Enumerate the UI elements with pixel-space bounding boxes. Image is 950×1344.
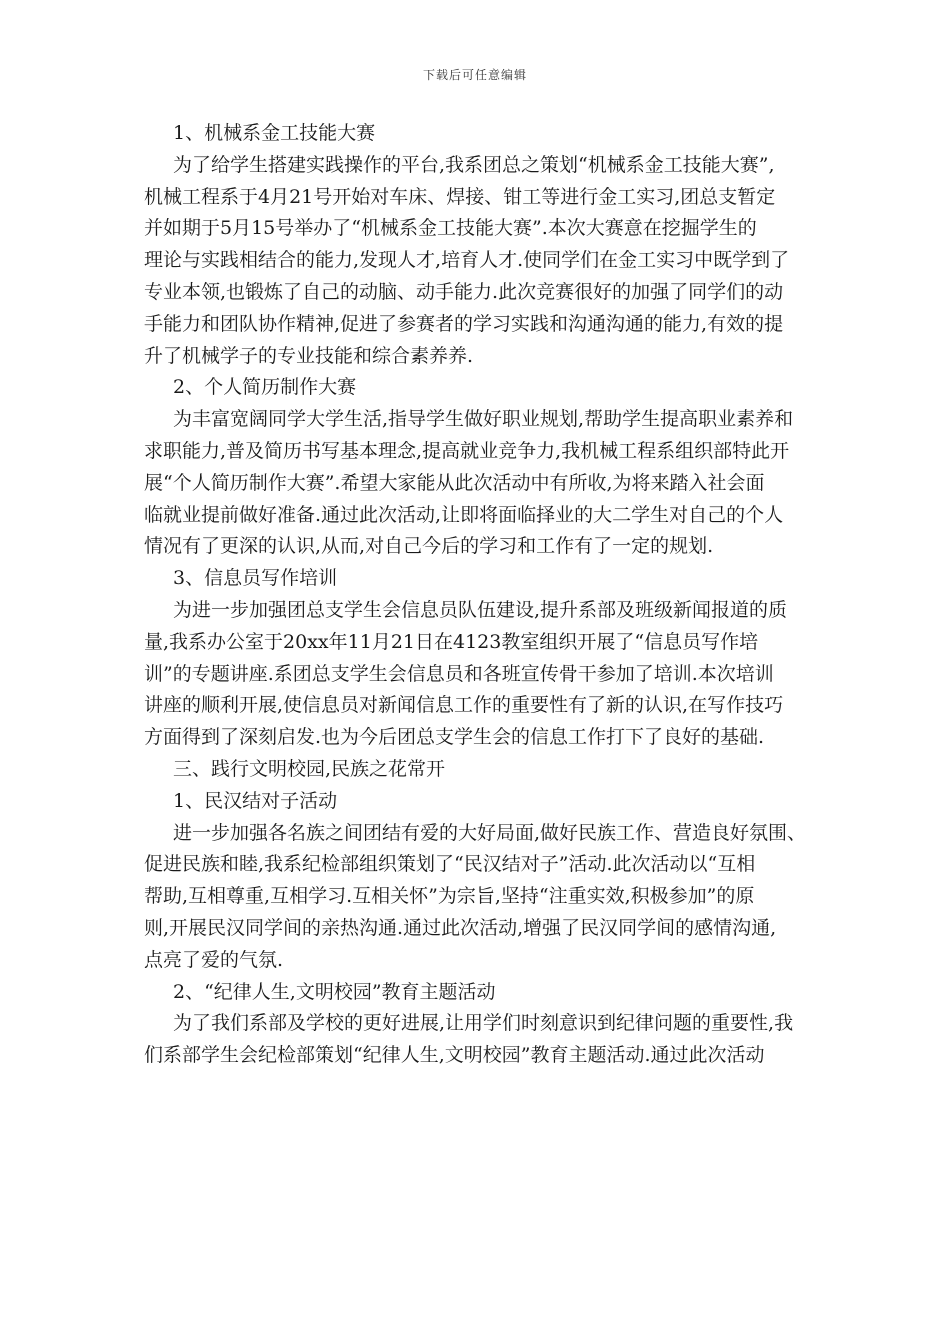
text-line: 量,我系办公室于20xx年11月21日在4123教室组织开展了“信息员写作培: [144, 630, 759, 653]
text-line: 临就业提前做好准备.通过此次活动,让即将面临择业的大二学生对自己的个人: [144, 503, 784, 526]
text-line: 3、信息员写作培训: [173, 567, 338, 590]
text-line: 2、“纪律人生,文明校园”教育主题活动: [173, 980, 496, 1003]
text-line: 为丰富宽阔同学大学生活,指导学生做好职业规划,帮助学生提高职业素养和: [173, 408, 794, 431]
text-line: 进一步加强各名族之间团结有爱的大好局面,做好民族工作、营造良好氛围、: [173, 821, 807, 844]
text-line: 训”的专题讲座.系团总支学生会信息员和各班宣传骨干参加了培训.本次培训: [144, 662, 774, 685]
text-line: 为了给学生搭建实践操作的平台,我系团总之策划“机械系金工技能大赛”,: [173, 153, 775, 176]
text-line: 1、民汉结对子活动: [173, 789, 338, 812]
text-line: 方面得到了深刻启发.也为今后团总支学生会的信息工作打下了良好的基础.: [144, 726, 765, 749]
text-line: 讲座的顺利开展,使信息员对新闻信息工作的重要性有了新的认识,在写作技巧: [144, 694, 784, 717]
text-line: 三、践行文明校园,民族之花常开: [173, 757, 446, 780]
document-body: [144, 118, 808, 1072]
text-line: 求职能力,普及简历书写基本理念,提高就业竞争力,我机械工程系组织部特此开: [144, 439, 790, 462]
text-line: 们系部学生会纪检部策划“纪律人生,文明校园”教育主题活动.通过此次活动: [144, 1044, 765, 1067]
text-line: 促进民族和睦,我系纪检部组织策划了“民汉结对子”活动.此次活动以“互相: [144, 853, 756, 876]
text-line: 则,开展民汉同学间的亲热沟通.通过此次活动,增强了民汉同学间的感情沟通,: [144, 916, 777, 939]
text-line: 为进一步加强团总支学生会信息员队伍建设,提升系部及班级新闻报道的质: [173, 598, 788, 621]
text-line: 2、个人简历制作大赛: [173, 376, 357, 399]
text-line: 为了我们系部及学校的更好进展,让用学们时刻意识到纪律问题的重要性,我: [173, 1012, 794, 1035]
text-line: 并如期于5月15号举办了“机械系金工技能大赛”.本次大赛意在挖掘学生的: [144, 217, 757, 240]
page-header-note: 下载后可任意编辑: [422, 68, 527, 82]
text-line: 帮助,互相尊重,互相学习.互相关怀”为宗旨,坚持“注重实效,积极参加”的原: [144, 885, 755, 908]
text-line: 机械工程系于4月21号开始对车床、焊接、钳工等进行金工实习,团总支暂定: [144, 185, 776, 208]
text-line: 展“个人简历制作大赛”.希望大家能从此次活动中有所收,为将来踏入社会面: [144, 471, 765, 494]
text-line: 理论与实践相结合的能力,发现人才,培育人才.使同学们在金工实习中既学到了: [144, 249, 790, 272]
text-line: 情况有了更深的认识,从而,对自己今后的学习和工作有了一定的规划.: [144, 535, 714, 558]
text-line: 点亮了爱的气氛.: [144, 948, 284, 971]
text-line: 1、机械系金工技能大赛: [173, 122, 376, 144]
text-line: 手能力和团队协作精神,促进了参赛者的学习实践和沟通沟通的能力,有效的提: [144, 312, 784, 335]
text-line: 专业本领,也锻炼了自己的动脑、动手能力.此次竞赛很好的加强了同学们的动: [144, 280, 784, 303]
text-line: 升了机械学子的专业技能和综合素养养.: [144, 344, 474, 367]
